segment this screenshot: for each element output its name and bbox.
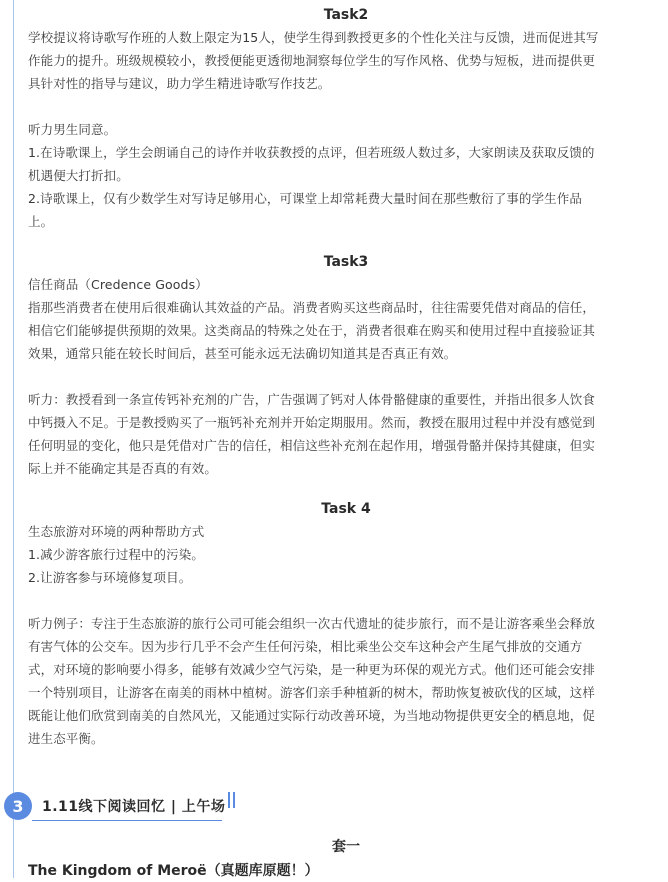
- task2-listening-line: 听力男生同意。: [28, 122, 117, 137]
- set-first-line: The Kingdom of Meroë（真题库原题！）: [28, 863, 319, 879]
- task4-reading: [28, 520, 664, 589]
- main-content: [28, 0, 664, 750]
- section-underline: [32, 820, 222, 821]
- task2-reading-line: 学校提议将诗歌写作班的人数上限定为15人，使学生得到教授更多的个性化关注与反馈，进而促进其写: [28, 30, 599, 45]
- task2-listening-line: 1.在诗歌课上，学生会朗诵自己的诗作并收获教授的点评，但若班级人数过多，大家朗读及获取反馈的: [28, 145, 595, 160]
- section-number-badge: 3: [4, 792, 32, 820]
- task3-listening-line: 听力：教授看到一条宣传钙补充剂的广告，广告强调了钙对人体骨骼健康的重要性，并指出很多人饮食: [28, 392, 596, 407]
- section-title: 1.11线下阅读回忆 | 上午场: [42, 799, 226, 815]
- task3-reading: [28, 273, 664, 365]
- set-heading: 套一: [332, 839, 360, 855]
- task4-listening-line: 听力例子：专注于生态旅游的旅行公司可能会组织一次古代遗址的徒步旅行，而不是让游客乘坐会释放: [28, 616, 596, 631]
- task3-listening-line: 中钙摄入不足。于是教授购买了一瓶钙补充剂并开始定期服用。然而，教授在服用过程中并没有感觉到: [28, 415, 596, 430]
- task4-listening-line: 进生态平衡。: [28, 731, 104, 746]
- task3-reading-line: 效果，通常只能在较长时间后，甚至可能永远无法确切知道其是否真正有效。: [28, 346, 457, 361]
- task2-reading-line: 作能力的提升。班级规模较小，教授便能更透彻地洞察每位学生的写作风格、优势与短板，进而提供更: [28, 53, 596, 68]
- task4-listening: [28, 612, 664, 750]
- section-header: [4, 790, 244, 824]
- task2-listening-line: 2.诗歌课上，仅有少数学生对写诗足够用心，可课堂上却常耗费大量时间在那些敷衍了事的学生作品: [28, 191, 582, 206]
- task2-reading-line: 具针对性的指导与建议，助力学生精进诗歌写作技艺。: [28, 76, 331, 91]
- task4-heading: Task 4: [321, 501, 371, 517]
- double-bar-icon: [228, 792, 238, 808]
- task4-reading-line: 生态旅游对环境的两种帮助方式: [28, 524, 205, 539]
- task3-heading: Task3: [323, 254, 369, 270]
- task3-reading-line: 信任商品（Credence Goods）: [28, 277, 208, 292]
- task2-listening-line: 上。: [28, 214, 54, 229]
- task4-listening-line: 有害气体的公交车。因为步行几乎不会产生任何污染，相比乘坐公交车这种会产生尾气排放的交通方: [28, 639, 583, 654]
- left-border-line: [13, 0, 14, 878]
- task4-reading-line: 2.让游客参与环境修复项目。: [28, 570, 192, 585]
- set-block: [28, 836, 664, 882]
- task3-reading-line: 相信它们能够提供预期的效果。这类商品的特殊之处在于，消费者很难在购买和使用过程中直接验证其: [28, 323, 596, 338]
- task3-listening-line: 际上并不能确定其是否真的有效。: [28, 461, 218, 476]
- task2-reading: [28, 26, 664, 95]
- task2-heading: Task2: [323, 7, 369, 23]
- task3-listening: [28, 388, 664, 480]
- task2-listening: [28, 118, 664, 233]
- task3-listening-line: 任何明显的变化，他只是凭借对广告的信任，相信这些补充剂在起作用，增强骨骼并保持其健康，但实: [28, 438, 596, 453]
- task2-listening-line: 机遇便大打折扣。: [28, 168, 129, 183]
- task4-listening-line: 式，对环境的影响要小得多，能够有效减少空气污染，是一种更为环保的观光方式。他们还可能会安排: [28, 662, 596, 677]
- task4-reading-line: 1.减少游客旅行过程中的污染。: [28, 547, 204, 562]
- task4-listening-line: 既能让他们欣赏到南美的自然风光，又能通过实际行动改善环境，为当地动物提供更安全的栖息地，促: [28, 708, 596, 723]
- task4-listening-line: 一个特别项目，让游客在南美的雨林中植树。游客们亲手种植新的树木，帮助恢复被砍伐的区域，这样: [28, 685, 596, 700]
- task3-reading-line: 指那些消费者在使用后很难确认其效益的产品。消费者购买这些商品时，往往需要凭借对商品的信任，: [28, 300, 596, 315]
